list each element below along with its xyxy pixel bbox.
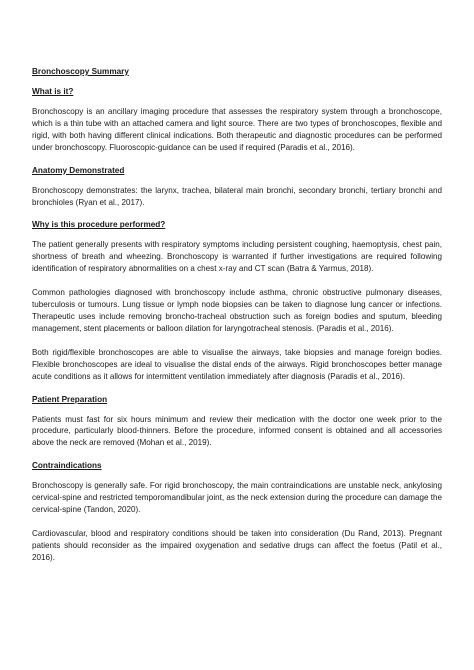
section-heading-why-performed: Why is this procedure performed? — [32, 220, 166, 230]
section-heading-patient-preparation: Patient Preparation — [32, 394, 108, 404]
section-heading-anatomy: Anatomy Demonstrated — [32, 165, 125, 175]
paragraph-why-performed-1: The patient generally presents with respiratory symptoms including persistent coughing, haemoptysis, chest pain, shortness of breath and wheezing. Bronchoscopy is warranted if further investigations are required following identification of respiratory abnormalities on a chest x-ray and CT scan (Batra & Yarmus, 2018). — [32, 240, 442, 274]
paragraph-anatomy: Bronchoscopy demonstrates: the larynx, trachea, bilateral main bronchi, secondary bronchi, tertiary bronchi and bronchioles (Ryan et al., 2017). — [32, 185, 442, 207]
paragraph-why-performed-3: Both rigid/flexible bronchoscopes are able to visualise the airways, take biopsies and manage foreign bodies. Flexible bronchoscopes are ideal to visualise the distal ends of the airways. Rigid bronchoscopes better manage acute conditions as it allows for intermittent ventilation immediately after diagnosis (Paradis et al., 2016). — [32, 347, 442, 381]
paragraph-why-performed-2: Common pathologies diagnosed with bronchoscopy include asthma, chronic obstructive pulmonary diseases, tuberculosis or tumours. Lung tissue or lymph node biopsies can be taken to diagnose lung cancer or infections. Therapeutic uses include removing broncho-tracheal obstruction such as foreign bodies and sputum, bleeding management, stent placements or balloon dilation for laryngotracheal stenosis. (Paradis et al., 2016). — [32, 288, 442, 333]
paragraph-patient-preparation: Patients must fast for six hours minimum and review their medication with the doctor one week prior to the procedure, particularly blood-thinners. Before the procedure, informed consent is obtained and all accessories above the neck are removed (Mohan et al., 2019). — [32, 414, 442, 448]
paragraph-contraindications-1: Bronchoscopy is generally safe. For rigid bronchoscopy, the main contraindications are unstable neck, ankylosing cervical-spine and restricted temporomandibular joint, as the neck extension during the procedure can damage the cervical-spine (Tandon, 2020). — [32, 481, 442, 515]
paragraph-what-is-it: Bronchoscopy is an ancillary imaging procedure that assesses the respiratory system through a bronchoscope, which is a thin tube with an attached camera and light source. There are two types of bronchoscopes, flexible and rigid, with both having different clinical indications. Both therapeutic and diagnostic procedures can be performed under bronchoscopy. Fluoroscopic-guidance can be used if required (Paradis et al., 2016). — [32, 107, 442, 152]
section-heading-what-is-it: What is it? — [32, 87, 74, 96]
section-heading-contraindications: Contraindications — [32, 461, 102, 471]
paragraph-contraindications-2: Cardiovascular, blood and respiratory conditions should be taken into consideration (Du Rand, 2013). Pregnant patients should reconsider as the impaired oxygenation and sedative drugs can affect the foetus (Patil et al., 2016). — [32, 528, 442, 562]
document-title: Bronchoscopy Summary — [32, 67, 129, 76]
